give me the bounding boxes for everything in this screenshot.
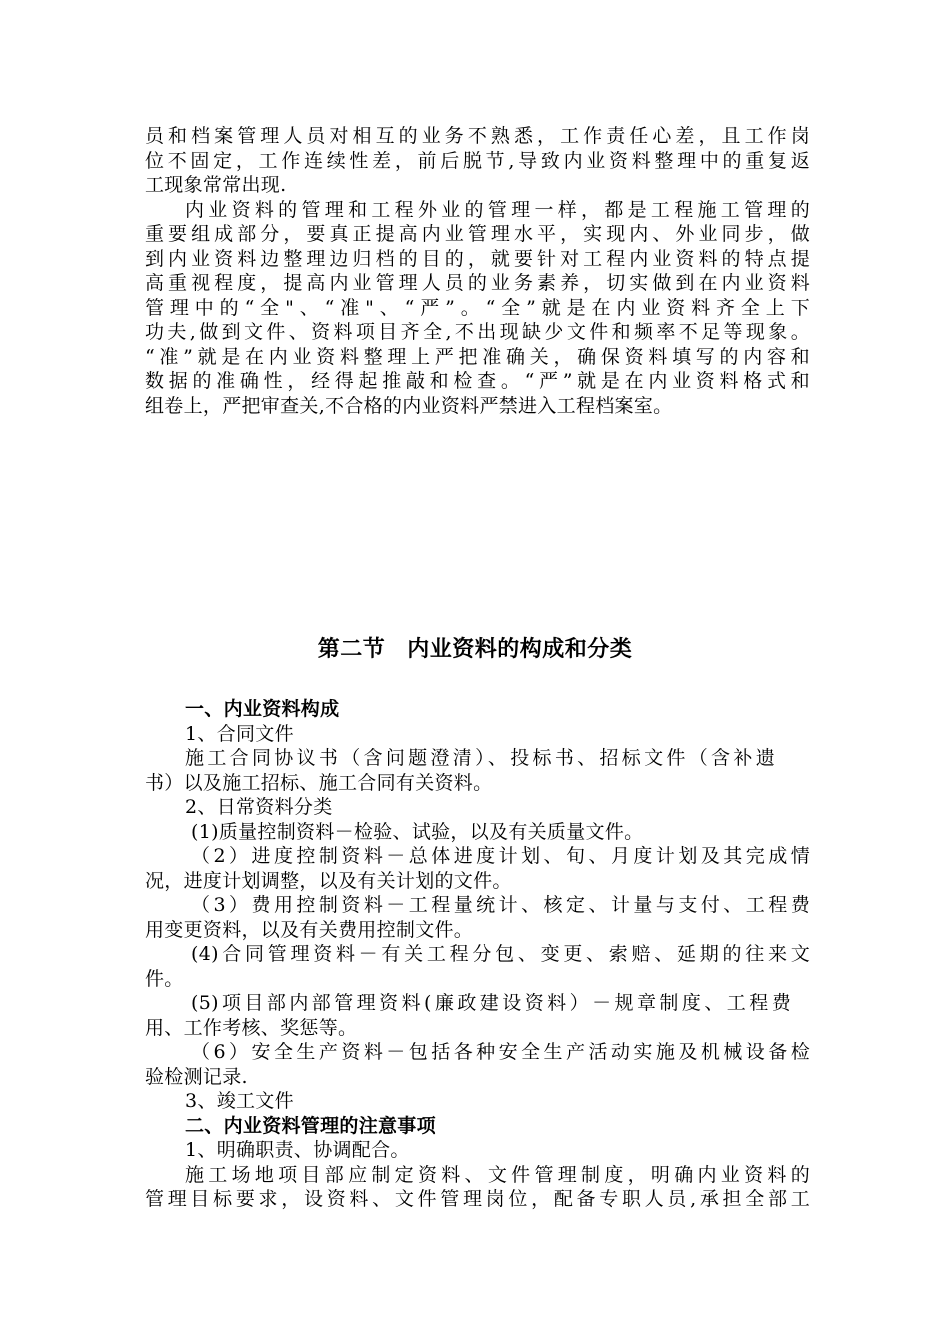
text-line: 施工场地项目部应制定资料、文件管理制度，明确内业资料的 [185,1163,810,1186]
text-line: 管理目标要求，设资料、文件管理岗位，配备专职人员,承担全部工 [145,1188,810,1210]
text-line: 组卷上，严把审查关,不合格的内业资料严禁进入工程档案室。 [145,394,673,417]
list-item: (4)合同管理资料－有关工程分包、变更、索赔、延期的往来文 [191,943,810,965]
subheading: 一、内业资料构成 [185,698,340,720]
text-line: 高重视程度，提高内业管理人员的业务素养，切实做到在内业资料 [145,272,810,294]
text-line: “准”就是在内业资料整理上严把准确关，确保资料填写的内容和 [145,345,810,368]
section-heading [0,632,950,663]
item-title: 3、竣工文件 [185,1090,294,1112]
text-line: 内业资料的管理和工程外业的管理一样，都是工程施工管理的 [185,198,810,221]
text-line: 验检测记录. [145,1065,248,1088]
text-line: 件。 [145,967,184,990]
list-item: （6）安全生产资料－包括各种安全生产活动实施及机械设备检 [191,1041,810,1063]
text-line: 况，进度计划调整，以及有关计划的文件。 [145,869,512,892]
list-item: （2）进度控制资料－总体进度计划、旬、月度计划及其完成情 [191,845,810,867]
subheading: 二、内业资料管理的注意事项 [185,1114,436,1137]
item-title: 1、明确职责、协调配合。 [185,1139,410,1161]
text-line: 用变更资料，以及有关费用控制文件。 [145,918,474,941]
item-title: 1、合同文件 [185,722,294,745]
list-item: (1)质量控制资料－检验、试验，以及有关质量文件。 [191,820,644,843]
text-line: 位不固定，工作连续性差，前后脱节,导致内业资料整理中的重复返 [145,149,810,172]
text-line: 功夫,做到文件、资料项目齐全,不出现缺少文件和频率不足等现象。 [145,321,810,343]
text-line: 书）以及施工招标、施工合同有关资料。 [145,771,493,794]
text-line: 数据的准确性，经得起推敲和检查。“严”就是在内业资料格式和 [145,370,810,392]
paragraph-continuation [145,124,810,418]
section-number: 第二节 [317,637,386,662]
text-line: 到内业资料边整理边归档的目的，就要针对工程内业资料的特点提 [145,247,810,270]
text-line: 工现象常常出现. [145,174,287,196]
text-line: 施工合同协议书（含问题澄清）、投标书、招标文件（含补遗 [185,747,775,769]
list-item: (5)项目部内部管理资料(廉政建设资料）－规章制度、工程费 [191,992,791,1014]
text-line: 员和档案管理人员对相互的业务不熟悉，工作责任心差，且工作岗 [145,125,810,147]
item-title: 2、日常资料分类 [185,796,333,818]
list-item: （3）费用控制资料－工程量统计、核定、计量与支付、工程费 [191,894,810,916]
text-line: 用、工作考核、奖惩等。 [145,1016,358,1039]
section-title: 内业资料的构成和分类 [407,637,633,662]
text-line: 管理中的“全"、“准"、“严”。“全”就是在内业资料齐全上下 [145,296,810,319]
text-line: 重要组成部分，要真正提高内业管理水平，实现内、外业同步，做 [145,223,810,245]
section-body [145,697,810,1212]
